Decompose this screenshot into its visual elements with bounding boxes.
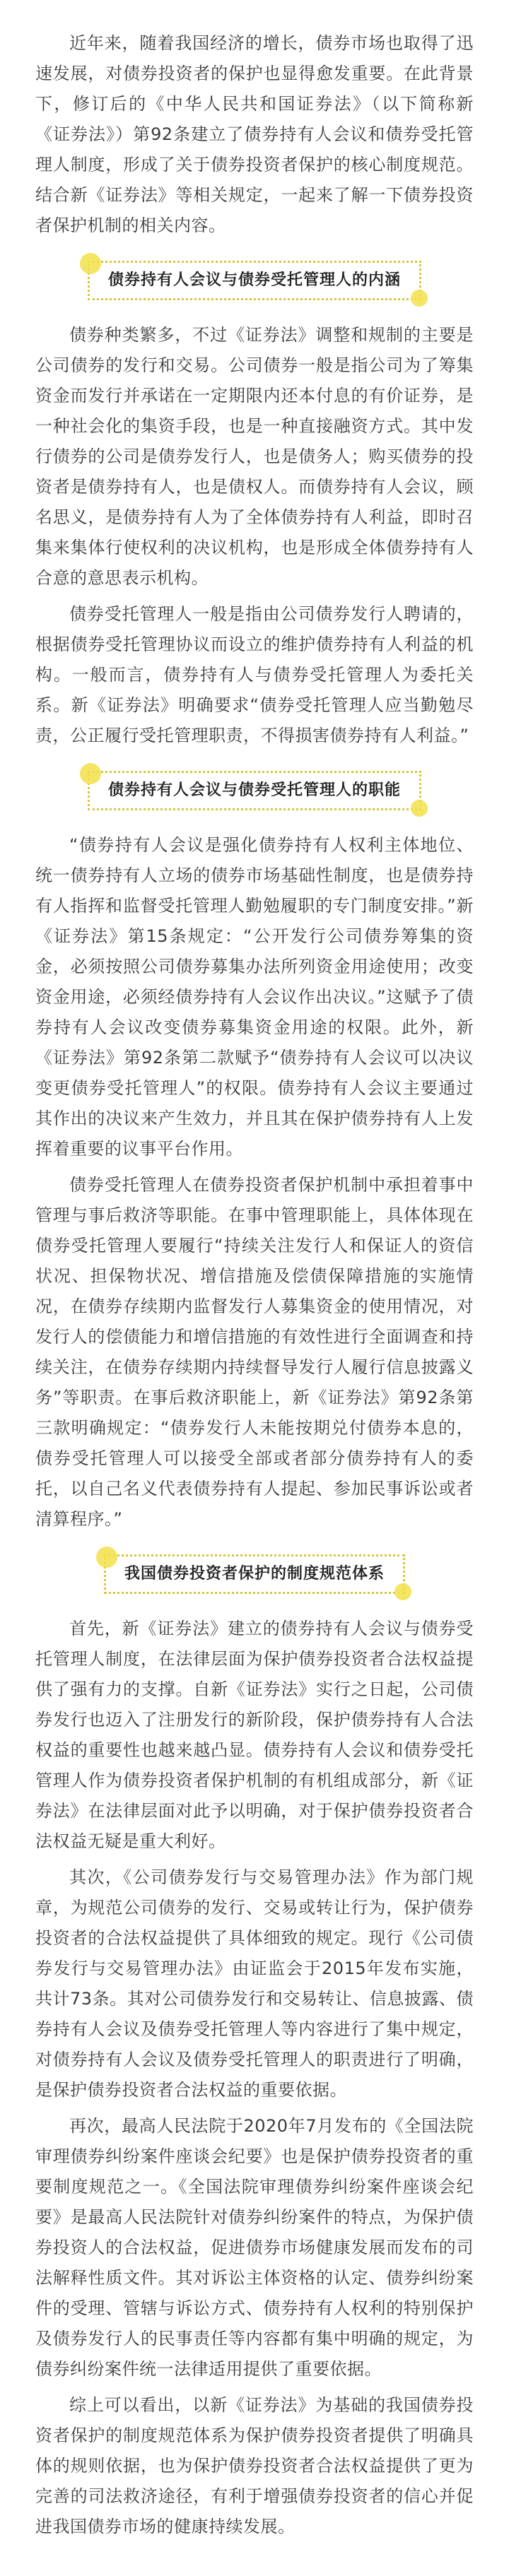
section-1-heading-wrap (35, 261, 474, 300)
section-3-paragraph-3: 再次，最高人民法院于2020年7月发布的《全国法院审理债券纠纷案件座谈会纪要》也是保护债券投资者的重要制度规范之一。《全国法院审理债券纠纷案件座谈会纪要》是最高人民法院针对债券纠纷案件的特点，为保护债券投资人的合法权益，促进债券市场健康发展而发布的司法解释性质文件。其对诉讼主体资格的认定、债券纠纷案件的受理、管辖与诉讼方式、债券持有人权利的特别保护及债券发行人的民事责任等内容都有集中明确的规定，为债券纠纷案件统一法律适用提供了重要依据。 (35, 2116, 474, 2379)
section-2-paragraph-2: 债券受托管理人在债券投资者保护机制中承担着事中管理与事后救济等职能。在事中管理职能上，具体体现在债券受托管理人要履行“持续关注发行人和保证人的资信状况、担保物状况、增信措施及偿债保障措施的实施情况，在债券存续期内监督发行人募集资金的使用情况，对发行人的偿债能力和增信措施的有效性进行全面调查和持续关注，在债券存续期内持续督导发行人履行信息披露义务”等职责。在事后救济职能上，新《证券法》第92条第三款明确规定：“债券发行人未能按期兑付债券本息的，债券受托管理人可以接受全部或者部分债券持有人的委托，以自己名义代表债券持有人提起、参加民事诉讼或者清算程序。” (35, 1175, 474, 1529)
intro-paragraph: 近年来，随着我国经济的增长，债券市场也取得了迅速发展，对债券投资者的保护也显得愈发重要。在此背景下，修订后的《中华人民共和国证券法》（以下简称新《证券法》）第92条建立了债券持有人会议和债券受托管理人制度，形成了关于债券投资者保护的核心制度规范。结合新《证券法》等相关规定，一起来了解一下债券投资者保护机制的相关内容。 (35, 33, 474, 235)
section-3-heading-wrap (35, 1554, 474, 1594)
section-1-title: 债券持有人会议与债券受托管理人的内涵 (107, 271, 401, 289)
section-2-heading-wrap (35, 771, 474, 810)
section-3-paragraph-1: 首先，新《证券法》建立的债券持有人会议与债券受托管理人制度，在法律层面为保护债券投资者合法权益提供了强有力的支撑。自新《证券法》实行之日起，公司债券发行也迈入了注册发行的新阶段，保护债券持有人合法权益的重要性也越来越凸显。债券持有人会议和债券受托管理人作为债券投资者保护机制的有机组成部分，新《证券法》在法律层面对此予以明确，对于保护债券投资者合法权益无疑是重大利好。 (35, 1619, 474, 1851)
section-2-title: 债券持有人会议与债券受托管理人的职能 (107, 781, 401, 799)
section-2-paragraph-1: “债券持有人会议是强化债券持有人权利主体地位、统一债券持有人立场的债券市场基础性制度，也是债券持有人指挥和监督受托管理人勤勉履职的专门制度安排。”新《证券法》第15条规定：“公开发行公司债券筹集的资金，必须按照公司债券募集办法所列资金用途使用；改变资金用途，必须经债券持有人会议作出决议。”这赋予了债券持有人会议改变债券募集资金用途的权限。此外，新《证券法》第92条第二款赋予“债券持有人会议可以决议变更债券受托管理人”的权限。债券持有人会议主要通过其作出的决议来产生效力，并且其在保护债券持有人上发挥着重要的议事平台作用。 (35, 835, 474, 1159)
section-3-title: 我国债券投资者保护的制度规范体系 (124, 1565, 385, 1583)
section-1-paragraph-1: 债券种类繁多，不过《证券法》调整和规制的主要是公司债券的发行和交易。公司债券一般是指公司为了筹集资金而发行并承诺在一定期限内还本付息的有价证券，是一种社会化的集资手段，也是一种直接融资方式。其中发行债券的公司是债券发行人，也是债务人；购买债券的投资者是债券持有人，也是债权人。而债券持有人会议，顾名思义，是债券持有人为了全体债券持有人利益，即时召集来集体行使权利的决议机构，也是形成全体债券持有人合意的意思表示机构。 (35, 325, 474, 588)
section-3-paragraph-2: 其次，《公司债券发行与交易管理办法》作为部门规章，为规范公司债券的发行、交易或转让行为，保护债券投资者的合法权益提供了具体细致的规定。现行《公司债券发行与交易管理办法》由证监会于2015年发布实施，共计73条。其对公司债券发行和交易转让、信息披露、债券持有人会议及债券受托管理人等内容进行了集中规定，对债券持有人会议及债券受托管理人的职责进行了明确，是保护债券投资者合法权益的重要依据。 (35, 1867, 474, 2100)
section-1-paragraph-2: 债券受托管理人一般是指由公司债券发行人聘请的，根据债券受托管理协议而设立的维护债券持有人利益的机构。一般而言，债券持有人与债券受托管理人为委托关系。新《证券法》明确要求“债券受托管理人应当勤勉尽责，公正履行受托管理职责，不得损害债券持有人利益。” (35, 604, 474, 745)
section-3-paragraph-4: 综上可以看出，以新《证券法》为基础的我国债券投资者保护的制度规范体系为保护债券投资者提供了明确具体的规则依据，也为保护债券投资者合法权益提供了更为完善的司法救济途径，有利于增强债券投资者的信心并促进我国债券市场的健康持续发展。 (35, 2395, 474, 2536)
section-2-heading (88, 771, 421, 810)
section-3-heading (104, 1554, 405, 1594)
section-1-heading (88, 261, 421, 300)
